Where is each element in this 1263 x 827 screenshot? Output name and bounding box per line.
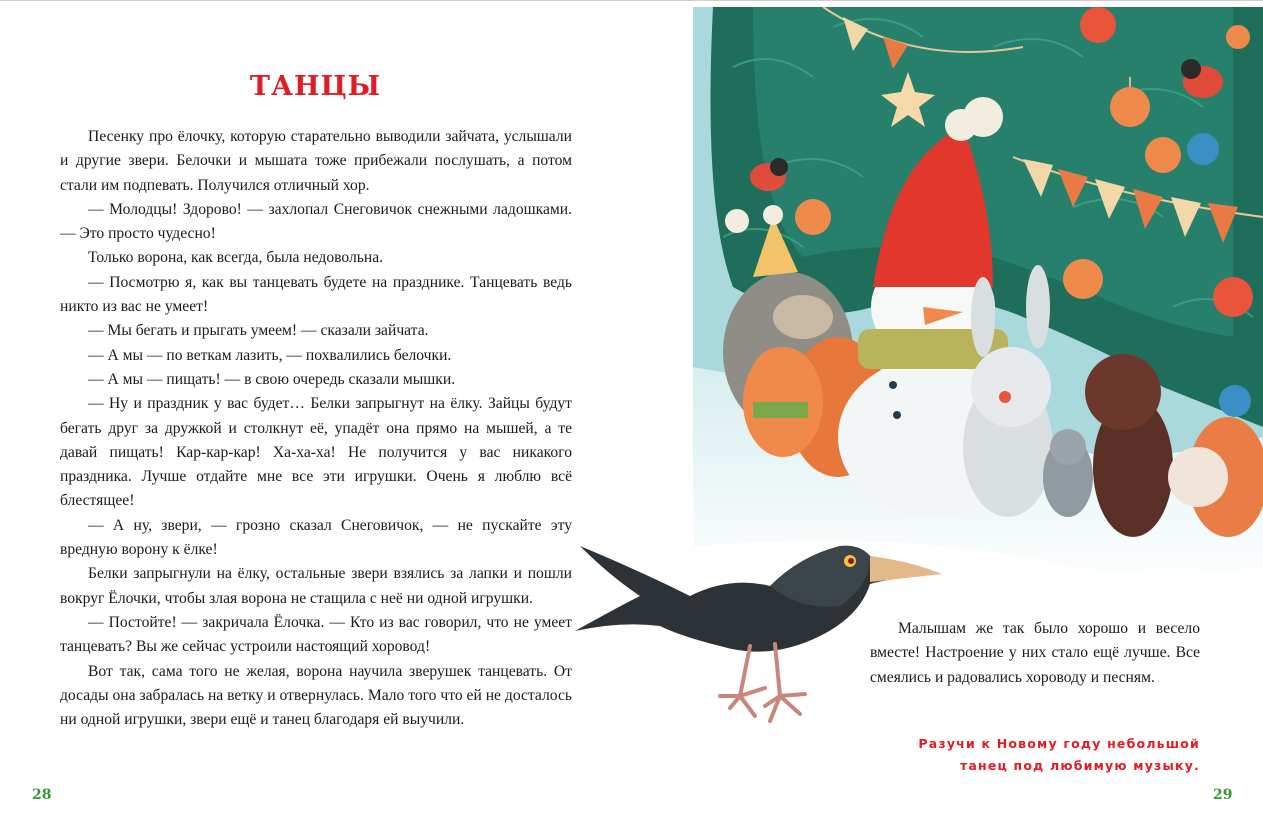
tip-line: Разучи к Новому году небольшой <box>918 736 1200 751</box>
paragraph: Вот так, сама того не желая, ворона научила зверушек танцевать. От досады она забралась на ветку и отвернулась. Мало того что ей не досталось ни одной игрушки, звери ещё и танец благодаря ей выучили. <box>60 662 572 729</box>
paragraph: — Мы бегать и прыгать умеем! — сказали зайчата. <box>88 322 429 340</box>
page-number-left: 28 <box>32 787 52 803</box>
story-text <box>60 125 572 732</box>
paragraph: Только ворона, как всегда, была недовольна. <box>88 249 384 267</box>
paragraph: — Постойте! — закричала Ёлочка. — Кто из вас говорил, что не умеет танцевать? Вы же сейчас устроили настоящий хоровод! <box>60 613 572 656</box>
christmas-tree-illustration <box>693 7 1263 589</box>
paragraph: — А мы — пищать! — в свою очередь сказали мышки. <box>88 370 456 388</box>
activity-tip <box>880 733 1200 777</box>
paragraph: — А ну, звери, — грозно сказал Снеговичок, — не пускайте эту вредную ворону к ёлке! <box>60 516 572 559</box>
paragraph: — Ну и праздник у вас будет… Белки запрыгнут на ёлку. Зайцы будут бегать друг за дружкой и столкнут её, упадёт она прямо на мышей, а те давай пищать! Кар-кар-кар! Ха-ха-ха! Не получится у вас никакого праздника. Лучше отдайте мне все эти игрушки. Очень я люблю всё блестящее! <box>60 395 572 510</box>
paragraph: Песенку про ёлочку, которую старательно выводили зайчата, услышали и другие звери. Белочки и мышата тоже прибежали послушать, а потом стали им подпевать. Получился отличный хор. <box>60 128 572 194</box>
paragraph: Малышам же так было хорошо и весело вместе! Настроение у них стало ещё лучше. Все смеялись и радовались хороводу и песням. <box>870 620 1200 686</box>
page-number-right: 29 <box>1213 787 1233 803</box>
tip-line: танец под любимую музыку. <box>959 758 1200 773</box>
closing-text <box>870 617 1200 690</box>
paragraph: — Посмотрю я, как вы танцевать будете на празднике. Танцевать ведь никто из вас не умеет! <box>60 273 572 316</box>
page-title: ТАНЦЫ <box>249 71 382 102</box>
left-page <box>0 1 631 827</box>
paragraph: — Молодцы! Здорово! — захлопал Снеговичок снежными ладошками. — Это просто чудесно! <box>60 200 572 243</box>
paragraph: Белки запрыгнули на ёлку, остальные звери взялись за лапки и пошли вокруг Ёлочки, чтобы злая ворона не стащила с неё ни одной игрушки. <box>60 565 572 607</box>
paragraph: — А мы — по веткам лазить, — похвалились белочки. <box>88 346 452 364</box>
